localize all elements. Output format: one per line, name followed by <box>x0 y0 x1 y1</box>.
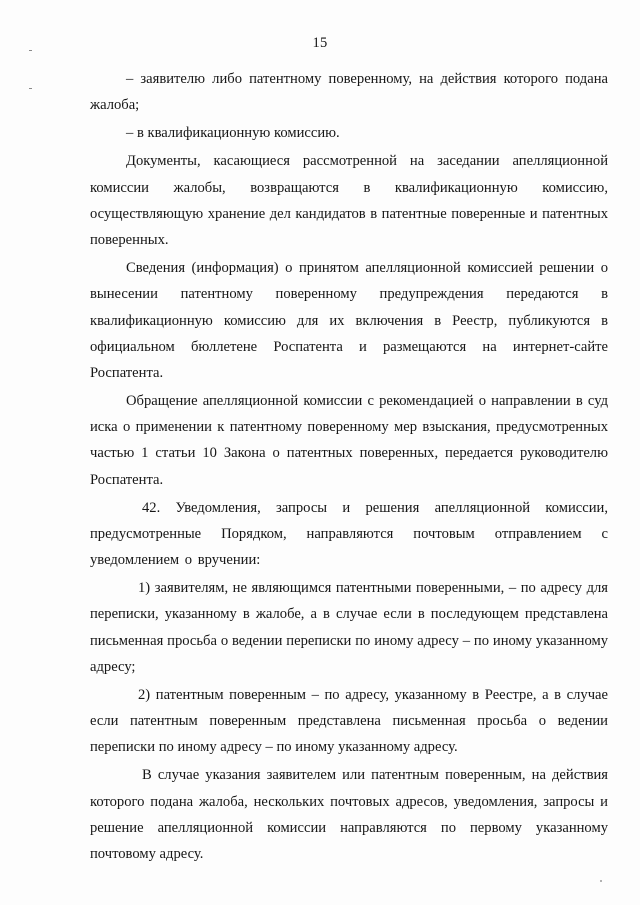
scan-margin-mark <box>29 88 32 89</box>
document-body <box>90 66 608 869</box>
paragraph-documents-return: Документы, касающиеся рассмотренной на заседании апелляционной комиссии жалобы, возвращаются в квалификационную комиссию, осуществляющую хранение дел кандидатов в патентные поверенные и патентных поверенных. <box>90 153 608 248</box>
paragraph-section-42: 42. Уведомления, запросы и решения апелляционной комиссии, предусмотренные Порядком, направляются почтовым отправлением с уведомлением о вручении: <box>90 499 608 569</box>
scan-artifact <box>600 880 602 882</box>
page-number: 15 <box>312 35 328 51</box>
paragraph-qualification-commission: – в квалификационную комиссию. <box>126 125 340 142</box>
paragraph-decision-information: Сведения (информация) о принятом апелляционной комиссией решении о вынесении патентному поверенному предупреждения передаются в квалификационную комиссию для их включения в Реестр, публикуются в официальном бюллетене Роспатента и размещаются на интернет-сайте Роспатента. <box>90 260 608 381</box>
paragraph-court-recommendation: Обращение апелляционной комиссии с рекомендацией о направлении в суд иска о применении к патентному поверенному мер взыскания, предусмотренных частью 1 статьи 10 Закона о патентных поверенных, передается руководителю Роспатента. <box>90 393 608 488</box>
paragraph-complaint-recipient: – заявителю либо патентному поверенному, на действия которого подана жалоба; <box>90 71 608 114</box>
list-item-applicants: 1) заявителям, не являющимся патентными поверенными, – по адресу для переписки, указанному в жалобе, а в случае если в последующем представлена письменная просьба о ведении переписки по иному адресу – по иному указанному адресу; <box>90 580 608 675</box>
paragraph-multiple-addresses: В случае указания заявителем или патентным поверенным, на действия которого подана жалоба, нескольких почтовых адресов, уведомления, запросы и решение апелляционной комиссии направляются по первому указанному почтовому адресу. <box>90 767 608 863</box>
list-item-patent-attorneys: 2) патентным поверенным – по адресу, указанному в Реестре, а в случае если патентным поверенным представлена письменная просьба о ведении переписки по иному адресу – по иному указанному адресу. <box>90 686 608 756</box>
